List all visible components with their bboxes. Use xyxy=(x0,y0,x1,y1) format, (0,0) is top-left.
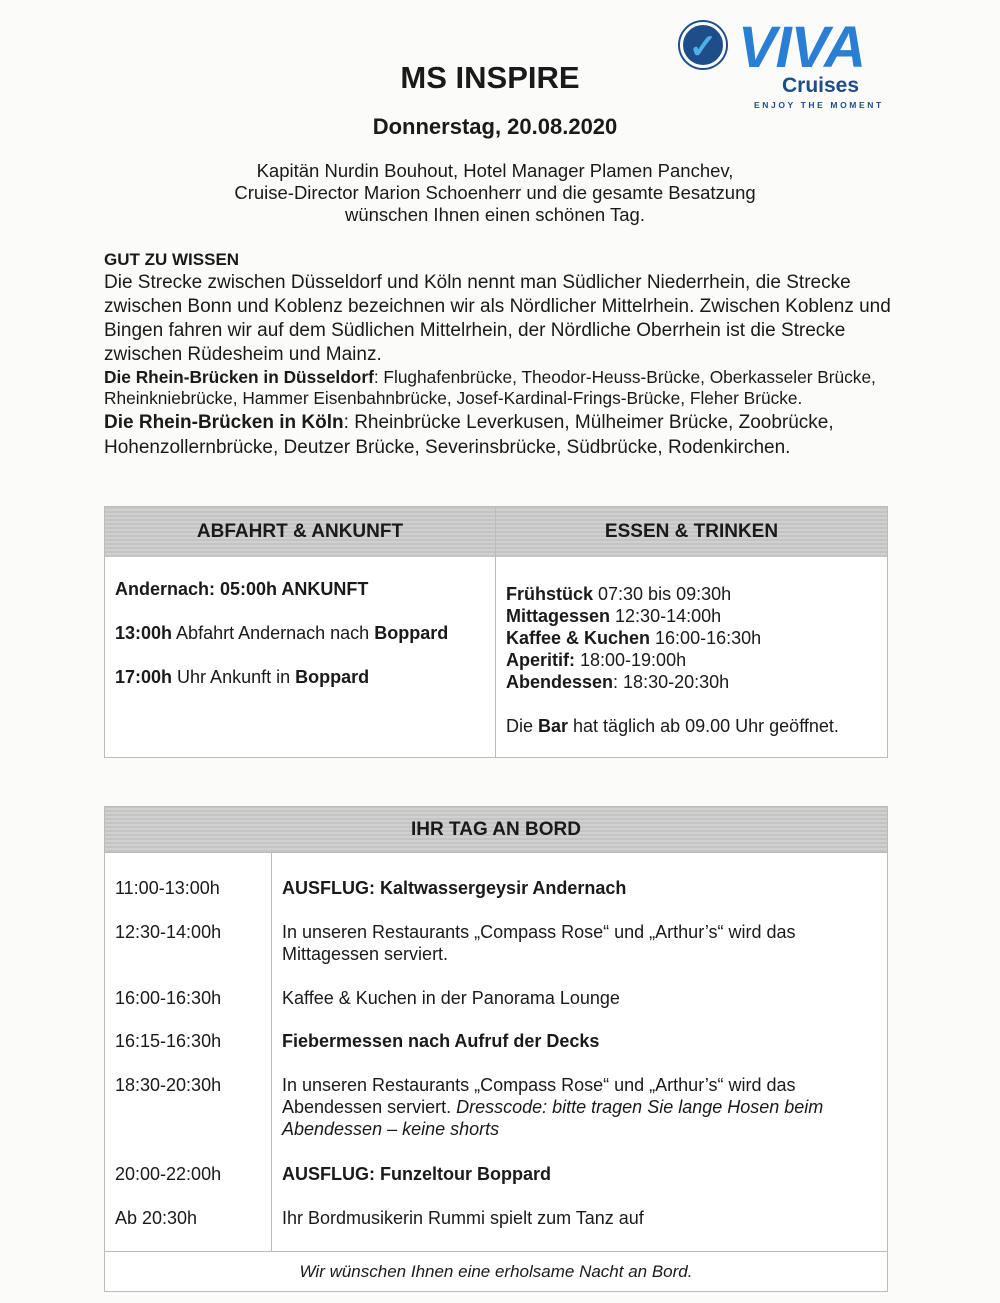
arrival-line xyxy=(115,579,368,600)
food-item xyxy=(506,583,839,605)
text: Die xyxy=(506,716,539,736)
schedule-header: IHR TAG AN BORD xyxy=(105,807,887,853)
greeting-line: Kapitän Nurdin Bouhout, Hotel Manager Plamen Panchev, xyxy=(256,160,734,181)
desc: AUSFLUG: Funzeltour Boppard xyxy=(282,1164,551,1184)
greeting-line: Cruise-Director Marion Schoenherr und die gesamte Besatzung xyxy=(234,182,756,203)
departure-line xyxy=(115,623,448,644)
text: In unseren Restaurants „Compass Rose“ und „Arthur’s“ wird das Abendessen serviert. xyxy=(282,1075,796,1117)
time: 07:30 bis 09:30h xyxy=(593,584,732,604)
food-item xyxy=(506,671,839,693)
label: Mittagessen xyxy=(506,606,611,626)
schedule-table xyxy=(104,806,888,1292)
food-list xyxy=(506,583,839,737)
ship-title: MS INSPIRE xyxy=(400,60,580,95)
label: Die Rhein-Brücken in Düsseldorf xyxy=(104,367,374,387)
label: Bar xyxy=(538,716,569,736)
time: 20:00-22:00h xyxy=(115,1164,222,1184)
time: 16:00-16:30h xyxy=(115,988,222,1008)
arrival-text: Andernach: 05:00h ANKUNFT xyxy=(115,579,369,599)
label: Die Rhein-Brücken in Köln xyxy=(104,412,344,433)
bar-info xyxy=(506,715,839,737)
dresscode-note: Dresscode: bitte tragen Sie lange Hosen beim Abendessen – keine shorts xyxy=(282,1097,824,1139)
arrival-boppard-line xyxy=(115,667,369,688)
bridges-koeln xyxy=(104,411,904,460)
info-heading: GUT ZU WISSEN xyxy=(104,250,240,269)
departure-column xyxy=(105,507,496,757)
time: 11:00-13:00h xyxy=(115,878,220,898)
place: Boppard xyxy=(295,667,370,687)
checkmark-icon: ✓ xyxy=(680,22,726,68)
schedule-footer: Wir wünschen Ihnen eine erholsame Nacht an Bord. xyxy=(105,1251,887,1291)
time: 16:15-16:30h xyxy=(115,1031,222,1051)
food-header: ESSEN & TRINKEN xyxy=(496,507,887,557)
time: 18:00-19:00h xyxy=(575,650,687,670)
time: 18:30-20:30h xyxy=(115,1075,222,1095)
time: 13:00h xyxy=(115,623,173,643)
text: Abfahrt Andernach nach xyxy=(172,623,375,643)
departure-header: ABFAHRT & ANKUNFT xyxy=(105,507,495,557)
label: Abendessen xyxy=(506,672,614,692)
desc: In unseren Restaurants „Compass Rose“ und „Arthur’s“ wird das Mittagessen serviert. xyxy=(282,922,796,964)
text: : Flughafenbrücke, Theodor-Heuss-Brücke, Oberkasseler Brücke, Rheinkniebrücke, Hammer Eisenbahnbrücke, Josef-Kardinal-Frings-Brücke, Fleher Brücke. xyxy=(104,367,876,408)
text: hat täglich ab 09.00 Uhr geöffnet. xyxy=(568,716,839,736)
food-item xyxy=(506,649,839,671)
label: Kaffee & Kuchen xyxy=(506,628,651,648)
info-paragraph: Die Strecke zwischen Düsseldorf und Köln nennt man Südlicher Niederrhein, die Strecke zwischen Bonn und Koblenz bezeichnen wir als Nördlicher Mittelrhein. Zwischen Koblenz und Bingen fahren wir auf dem Südlichen Mittelrhein, der Nördliche Oberrhein ist die Strecke zwischen Rüdesheim und Mainz. xyxy=(104,272,891,365)
desc: Fiebermessen nach Aufruf der Decks xyxy=(282,1031,600,1051)
logo-tagline: ENJOY THE MOMENT xyxy=(754,100,884,110)
bridges-duesseldorf xyxy=(104,367,904,409)
label: Frühstück xyxy=(506,584,594,604)
time: 12:30-14:00h xyxy=(610,606,722,626)
date-heading: Donnerstag, 20.08.2020 xyxy=(372,114,618,139)
logo-sub: Cruises xyxy=(782,74,860,97)
info-table xyxy=(104,506,888,758)
greeting-line: wünschen Ihnen einen schönen Tag. xyxy=(344,204,645,225)
info-section xyxy=(104,250,904,460)
place: Boppard xyxy=(374,623,449,643)
text: Uhr Ankunft in xyxy=(172,667,296,687)
time: 16:00-16:30h xyxy=(650,628,762,648)
desc xyxy=(282,1074,872,1140)
time: 12:30-14:00h xyxy=(115,922,222,942)
desc: Kaffee & Kuchen in der Panorama Lounge xyxy=(282,988,620,1008)
column-divider xyxy=(271,853,272,1251)
food-column xyxy=(496,507,887,757)
greeting xyxy=(0,160,990,226)
desc: AUSFLUG: Kaltwassergeysir Andernach xyxy=(282,878,627,898)
time: : 18:30-20:30h xyxy=(613,672,730,692)
food-item xyxy=(506,627,839,649)
desc: Ihr Bordmusikerin Rummi spielt zum Tanz auf xyxy=(282,1208,644,1228)
label: Aperitif: xyxy=(506,650,575,670)
food-item xyxy=(506,605,839,627)
time: 17:00h xyxy=(115,667,173,687)
logo-brand: VIVA xyxy=(738,15,866,80)
text: : Rheinbrücke Leverkusen, Mülheimer Brücke, Zoobrücke, Hohenzollernbrücke, Deutzer Brücke, Severinsbrücke, Südbrücke, Rodenkirchen. xyxy=(104,412,834,458)
time: Ab 20:30h xyxy=(115,1208,198,1228)
